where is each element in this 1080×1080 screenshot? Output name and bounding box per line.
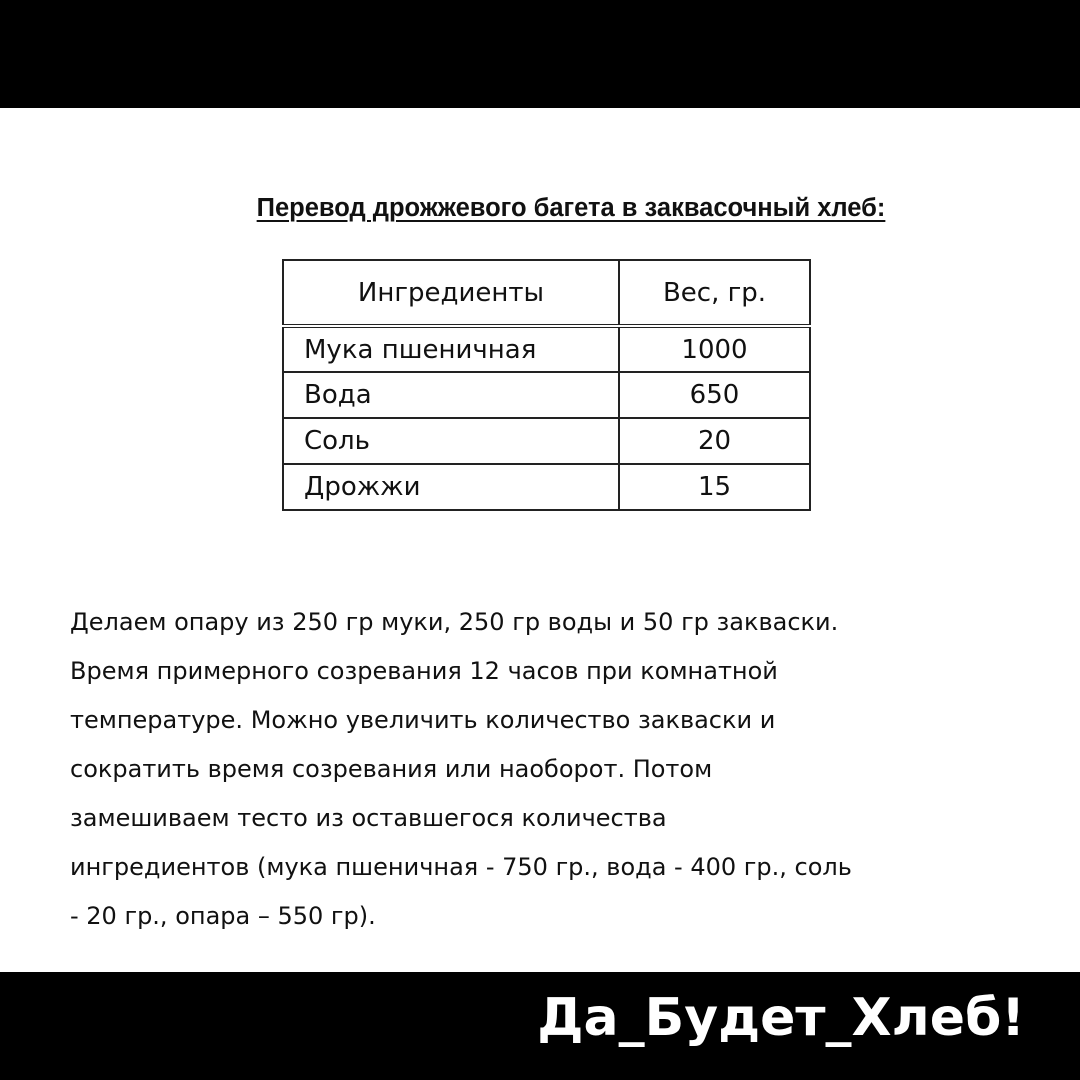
- ingredient-weight: 650: [619, 372, 810, 418]
- ingredient-name: Соль: [283, 418, 619, 464]
- ingredient-weight: 20: [619, 418, 810, 464]
- table-header-row: [283, 260, 810, 326]
- ingredient-weight: 15: [619, 464, 810, 510]
- ingredients-table: [282, 259, 811, 511]
- ingredient-name: Вода: [283, 372, 619, 418]
- paragraph-line: температуре. Можно увеличить количество закваски и: [70, 706, 776, 734]
- table-row: [283, 464, 810, 510]
- header-ingredients: Ингредиенты: [283, 260, 619, 326]
- instructions-paragraph: [70, 598, 1050, 941]
- paragraph-line: ингредиентов (мука пшеничная - 750 гр., вода - 400 гр., соль: [70, 853, 852, 881]
- table-row: [283, 418, 810, 464]
- ingredient-name: Дрожжи: [283, 464, 619, 510]
- paragraph-line: Делаем опару из 250 гр муки, 250 гр воды и 50 гр закваски.: [70, 608, 839, 636]
- paragraph-line: - 20 гр., опара – 550 гр).: [70, 902, 376, 930]
- brand-watermark: Да_Будет_Хлеб!: [537, 988, 1025, 1048]
- ingredient-name: Мука пшеничная: [283, 326, 619, 372]
- table-row: [283, 326, 810, 372]
- header-weight: Вес, гр.: [619, 260, 810, 326]
- document-title: Перевод дрожжевого багета в заквасочный хлеб:: [256, 194, 886, 222]
- top-black-band: [0, 0, 1080, 108]
- paragraph-line: замешиваем тесто из оставшегося количества: [70, 804, 667, 832]
- document-page: [0, 108, 1080, 972]
- ingredient-weight: 1000: [619, 326, 810, 372]
- table-row: [283, 372, 810, 418]
- paragraph-line: сократить время созревания или наоборот. Потом: [70, 755, 713, 783]
- paragraph-line: Время примерного созревания 12 часов при комнатной: [70, 657, 778, 685]
